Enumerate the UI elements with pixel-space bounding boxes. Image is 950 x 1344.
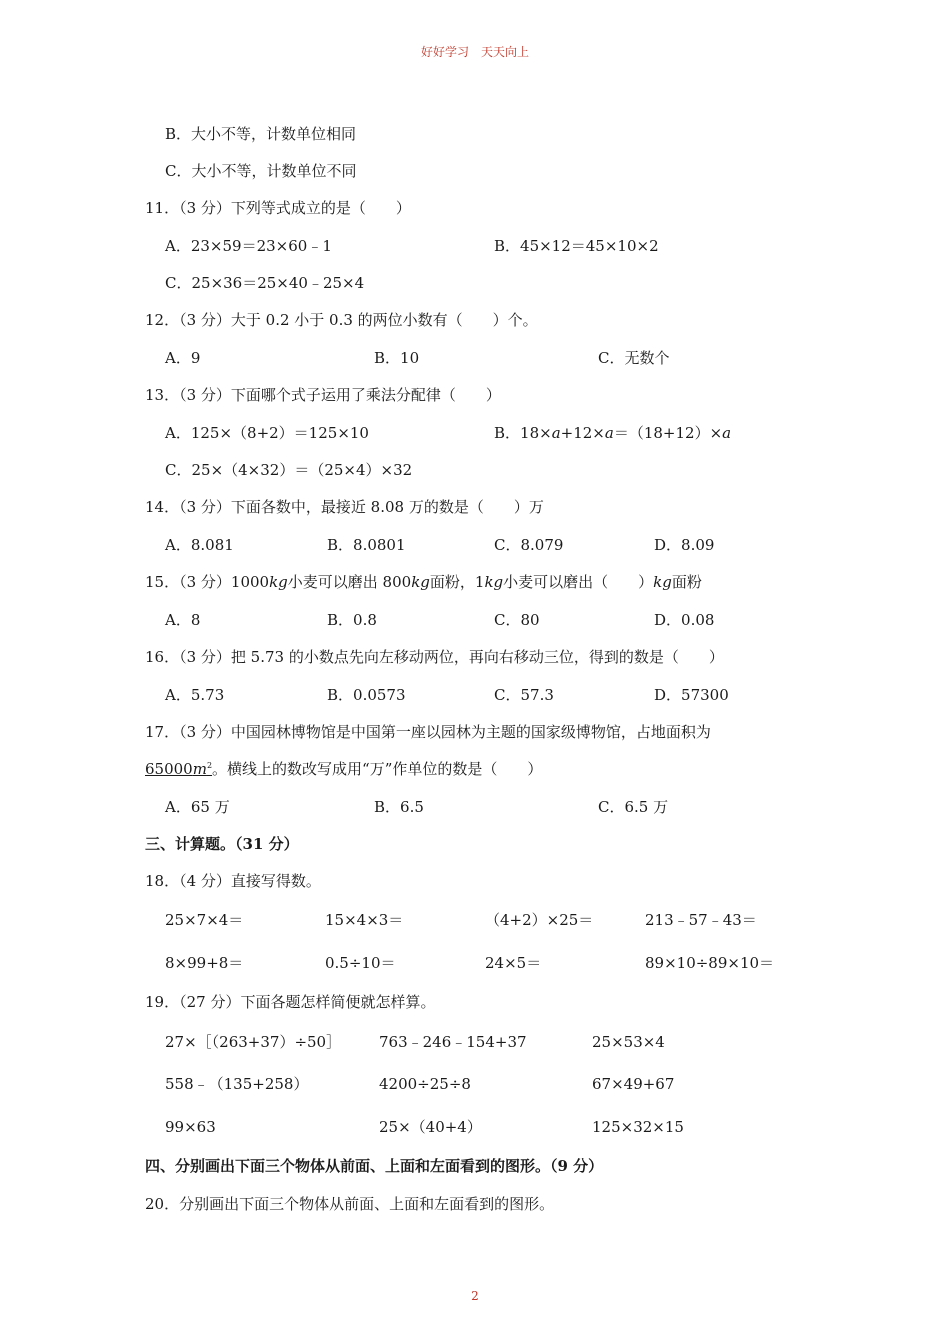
q13-option-a: A．125×（8+2）＝125×10 [165, 424, 369, 442]
q18-r1c2: 15×4×3＝ [325, 911, 404, 929]
q10-option-c: C．大小不等，计数单位不同 [165, 162, 357, 180]
q17-stem-line2 [145, 759, 542, 779]
q19-r3c3: 125×32×15 [592, 1118, 684, 1136]
q19-r3c2: 25×（40+4） [379, 1118, 482, 1136]
q19-r2c3: 67×49+67 [592, 1075, 675, 1093]
q12-option-b: B．10 [374, 349, 420, 367]
q14-option-c: C．8.079 [494, 536, 564, 554]
q15-option-d: D．0.08 [654, 611, 715, 629]
q12-stem: 12．（3 分）大于 0.2 小于 0.3 的两位小数有（ ）个。 [145, 311, 538, 329]
q13-b-var: a [551, 424, 561, 442]
q15-part2: 小麦可以磨出 800 [287, 573, 412, 591]
q13-option-b [494, 423, 731, 443]
q13-stem: 13．（3 分）下面哪个式子运用了乘法分配律（ ） [145, 386, 501, 404]
q16-option-c: C．57.3 [494, 686, 554, 704]
q11-option-b: B．45×12＝45×10×2 [494, 237, 659, 255]
q18-r2c1: 8×99+8＝ [165, 954, 244, 972]
q17-area-sup: 2 [206, 761, 213, 770]
q12-option-c: C．无数个 [598, 349, 670, 367]
q16-option-d: D．57300 [654, 686, 729, 704]
q19-r2c1: 558﹣（135+258） [165, 1075, 309, 1093]
q15-option-b: B．0.8 [327, 611, 377, 629]
q17-stem-rest: 。横线上的数改写成用“万”作单位的数是（ ） [212, 760, 543, 778]
q17-option-a: A．65 万 [165, 798, 230, 816]
q19-r3c1: 99×63 [165, 1118, 216, 1136]
q13-option-c: C．25×（4×32）＝（25×4）×32 [165, 461, 413, 479]
q14-option-d: D．8.09 [654, 536, 715, 554]
q11-stem: 11．（3 分）下列等式成立的是（ ） [145, 199, 411, 217]
page-header: 好好学习 天天向上 [420, 45, 529, 59]
q20-stem: 20．分别画出下面三个物体从前面、上面和左面看到的图形。 [145, 1195, 555, 1213]
q15-option-c: C．80 [494, 611, 540, 629]
q13-b-var3: a [722, 424, 732, 442]
q13-b-part1: B．18× [494, 424, 552, 442]
q10-option-b: B．大小不等，计数单位相同 [165, 125, 357, 143]
q13-b-part3: ＝（18+12）× [613, 424, 723, 442]
q17-area-unit: m [192, 760, 207, 778]
q15-part1: 15．（3 分）1000 [145, 573, 270, 591]
q18-r2c4: 89×10÷89×10＝ [645, 954, 775, 972]
q19-r2c2: 4200÷25÷8 [379, 1075, 471, 1093]
q13-b-part2: +12× [560, 424, 605, 442]
q15-part4: 小麦可以磨出（ ） [503, 573, 654, 591]
q14-option-a: A．8.081 [165, 536, 234, 554]
q17-option-b: B．6.5 [374, 798, 424, 816]
q19-stem: 19．（27 分）下面各题怎样简便就怎样算。 [145, 993, 436, 1011]
q15-option-a: A．8 [165, 611, 201, 629]
q16-option-b: B．0.0573 [327, 686, 406, 704]
q11-option-c: C．25×36＝25×40﹣25×4 [165, 274, 365, 292]
q15-unit-2: kg [411, 573, 430, 591]
q15-unit-4: kg [653, 573, 672, 591]
q14-stem: 14．（3 分）下面各数中，最接近 8.08 万的数是（ ）万 [145, 498, 544, 516]
page-number: 2 [471, 1289, 479, 1303]
q15-part3: 面粉，1 [429, 573, 485, 591]
q18-r2c2: 0.5÷10＝ [325, 954, 396, 972]
q11-option-a: A．23×59＝23×60﹣1 [165, 237, 332, 255]
q15-unit-1: kg [269, 573, 288, 591]
q17-underlined-number: $65000m^2$ [145, 760, 213, 778]
section-3-title: 三、计算题。（31 分） [145, 835, 299, 853]
q18-r1c4: 213﹣57﹣43＝ [645, 911, 757, 929]
q19-r1c3: 25×53×4 [592, 1033, 665, 1051]
section-4-title: 四、分别画出下面三个物体从前面、上面和左面看到的图形。（9 分） [145, 1157, 604, 1175]
q12-option-a: A．9 [165, 349, 201, 367]
q16-stem: 16．（3 分）把 5.73 的小数点先向左移动两位，再向右移动三位，得到的数是（ ） [145, 648, 724, 666]
q14-option-b: B．8.0801 [327, 536, 406, 554]
q15-part5: 面粉 [671, 573, 702, 591]
q19-r1c1: 27×［（263+37）÷50］ [165, 1033, 342, 1051]
q15-unit-3: kg [484, 573, 504, 591]
q16-option-a: A．5.73 [165, 686, 225, 704]
q19-r1c2: 763﹣246﹣154+37 [379, 1033, 527, 1051]
q18-r2c3: 24×5＝ [485, 954, 542, 972]
q17-option-c: C．6.5 万 [598, 798, 669, 816]
q18-stem: 18．（4 分）直接写得数。 [145, 872, 321, 890]
q15-stem [145, 572, 702, 592]
q17-stem-line1: 17．（3 分）中国园林博物馆是中国第一座以园林为主题的国家级博物馆，占地面积为 [145, 723, 711, 741]
q13-b-var2: a [604, 424, 614, 442]
q18-r1c3: （4+2）×25＝ [485, 911, 594, 929]
q18-r1c1: 25×7×4＝ [165, 911, 244, 929]
